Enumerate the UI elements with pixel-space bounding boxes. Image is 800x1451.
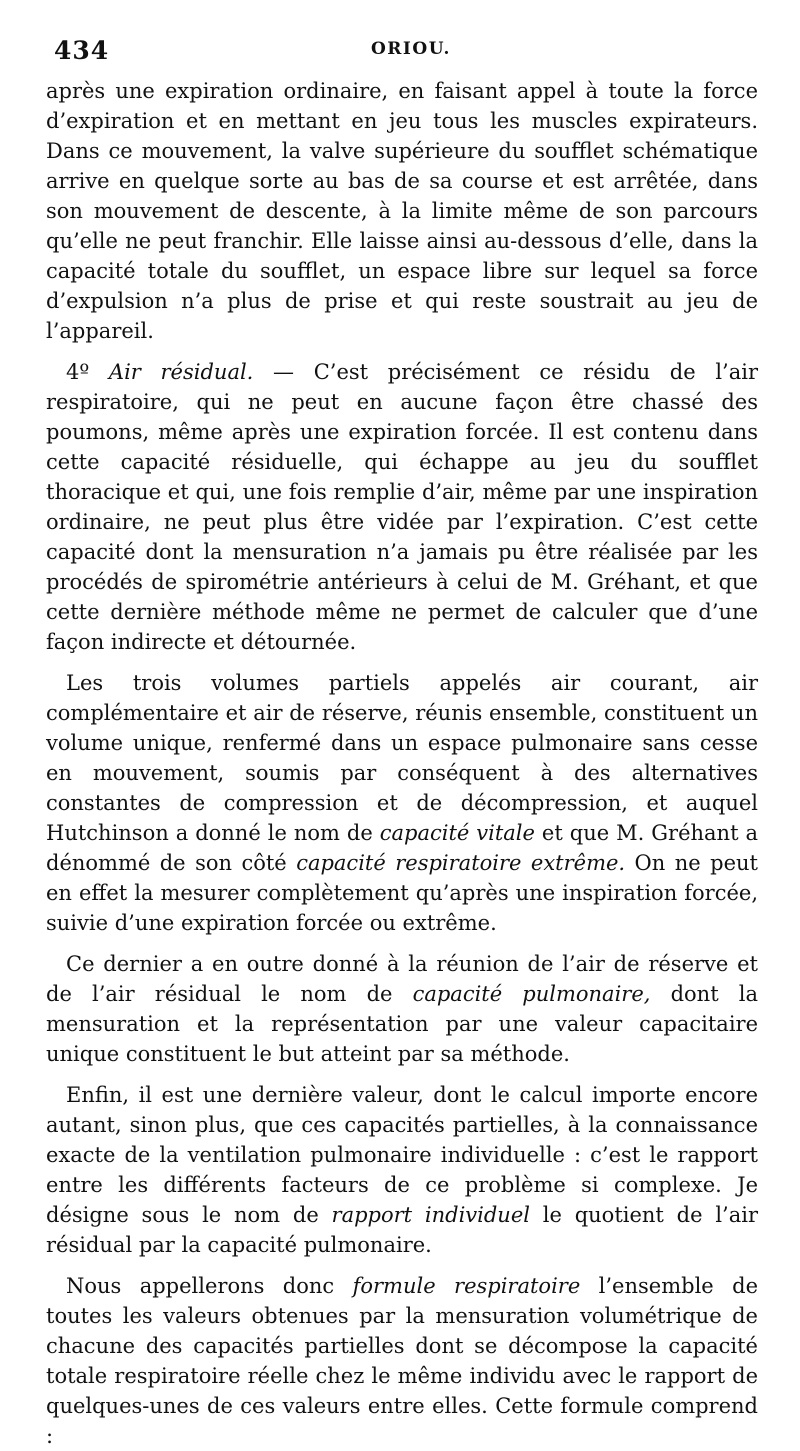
item-number: 4º <box>66 360 90 384</box>
paragraph-text: dont la mensuration et la représentation par une valeur capacitaire unique constituent le but atteint par sa méthode. <box>46 982 758 1066</box>
paragraph-text: Nous appellerons donc <box>66 1274 353 1298</box>
page-number: 434 <box>54 36 110 65</box>
italic-term: rapport individuel <box>331 1203 530 1227</box>
paragraph-formule-respiratoire <box>46 1271 758 1451</box>
paragraph-rapport-individuel <box>46 1080 758 1260</box>
paragraph-capacite-vitale <box>46 668 758 938</box>
paragraph-text: — C’est précisément ce résidu de l’air respiratoire, qui ne peut en aucune façon être chassé des poumons, même après une expiration forcée. Il est contenu dans cette capacité résiduelle, qui échappe au jeu du soufflet thoracique et qui, une fois remplie d’air, même par une inspiration ordinaire, ne peut plus être vidée par l’expiration. C’est cette capacité dont la mensuration n’a jamais pu être réalisée par les procédés de spirométrie antérieurs à celui de M. Gréhant, et que cette dernière méthode même ne permet de calculer que d’une façon indirecte et détournée. <box>46 360 758 654</box>
paragraph-text: après une expiration ordinaire, en faisant appel à toute la force d’expiration et en mettant en jeu tous les muscles expirateurs. Dans ce mouvement, la valve supérieure du soufflet schématique arrive en quelque sorte au bas de sa course et est arrêtée, dans son mouvement de descente, à la limite même de son parcours qu’elle ne peut franchir. Elle laisse ainsi au-dessous d’elle, dans la capacité totale du soufflet, un espace libre sur lequel sa force d’expulsion n’a plus de prise et qui reste soustrait au jeu de l’appareil. <box>46 79 758 343</box>
paragraph-text: et que M. Gréhant a dénommé de son côté <box>46 821 759 875</box>
paragraph-text: le quotient de l’air résidual par la capacité pulmonaire. <box>46 1203 758 1257</box>
paragraph-text: l’ensemble de toutes les valeurs obtenues par la mensuration volumétrique de chacune des capacités partielles dont se décompose la capacité totale respiratoire réelle chez le même individu avec le rapport de quelques-unes de ces valeurs entre elles. Cette formule comprend : <box>46 1274 758 1448</box>
paragraph-text: Ce dernier a en outre donné à la réunion de l’air de réserve et de l’air résidual le nom de <box>46 952 758 1006</box>
running-head: ORIOU. <box>371 39 451 59</box>
italic-term: capacité pulmonaire, <box>412 982 651 1006</box>
paragraph-capacite-pulmonaire <box>46 949 758 1069</box>
italic-term: formule respiratoire <box>352 1274 581 1298</box>
italic-term: capacité respiratoire extrême. <box>296 851 626 875</box>
item-heading: Air résidual. <box>108 360 254 384</box>
italic-term: capacité vitale <box>379 821 535 845</box>
paragraph-continuation <box>46 76 758 346</box>
paragraph-text: Enfin, il est une dernière valeur, dont le calcul importe encore autant, sinon plus, que ces capacités partielles, à la connaissance exacte de la ventilation pulmonaire individuelle : c’est le rapport entre les différents facteurs de ce problème si complexe. Je désigne sous le nom de <box>46 1083 758 1227</box>
body-text <box>46 76 758 1451</box>
paragraph-air-residual <box>46 357 758 657</box>
paragraph-text: Les trois volumes partiels appelés air courant, air complémentaire et air de réserve, réunis ensemble, constituent un volume unique, renfermé dans un espace pulmonaire sans cesse en mouvement, soumis par conséquent à des alternatives constantes de compression et de décompression, et auquel Hutchinson a donné le nom de <box>46 671 758 845</box>
page-header <box>46 34 758 68</box>
paragraph-text: On ne peut en effet la mesurer complètement qu’après une inspiration forcée, suivie d’une expiration forcée ou extrême. <box>46 851 758 935</box>
